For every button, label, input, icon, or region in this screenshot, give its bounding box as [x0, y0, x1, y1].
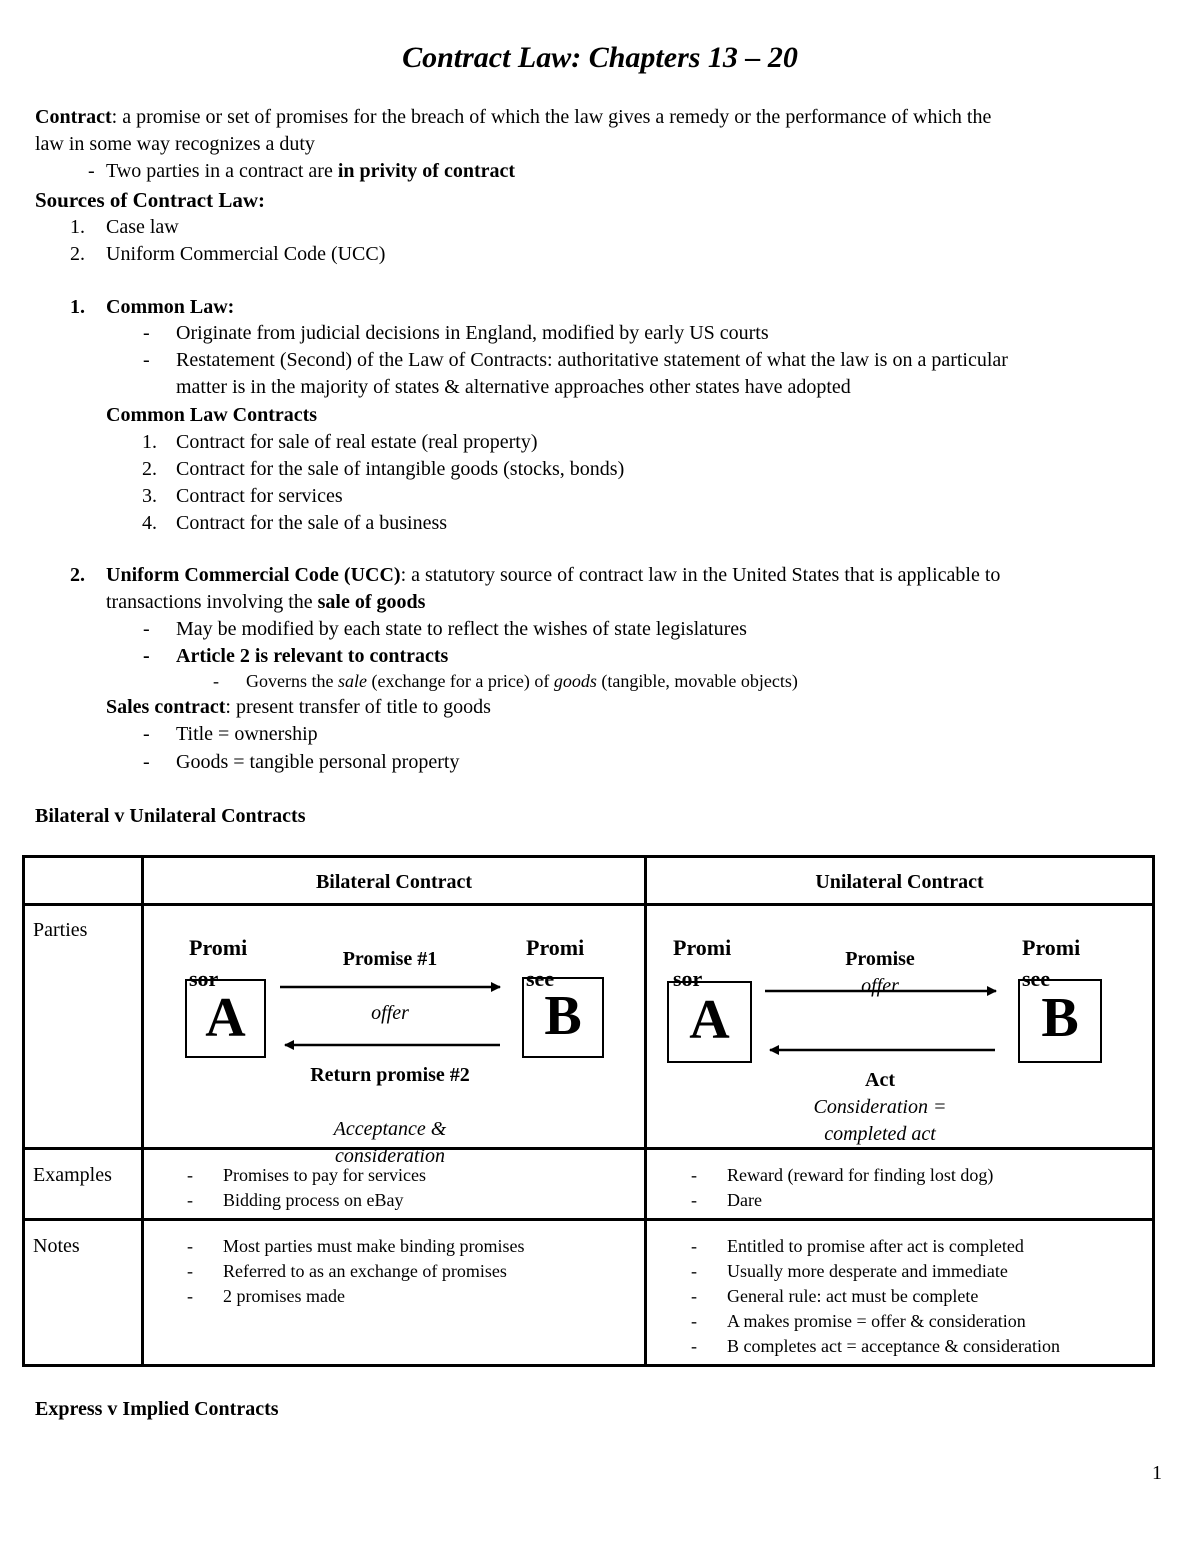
contract-definition-line-2: law in some way recognizes a duty — [35, 133, 315, 155]
contract-def-1: : a promise or set of promises for the breach of which the law gives a remedy or the performance of which the — [111, 106, 992, 128]
page-title: Contract Law: Chapters 13 – 20 — [402, 41, 798, 74]
promisor-box-a: A — [185, 979, 266, 1058]
promisor-label: Promi sor — [189, 935, 248, 991]
section-number: 1. — [70, 296, 85, 318]
unilateral-note: B completes act = acceptance & consideration — [727, 1336, 1061, 1356]
common-law-bullet: Restatement (Second) of the Law of Contracts: authoritative statement of what the law is on a particular — [176, 349, 1008, 371]
unilateral-example: Reward (reward for finding lost dog) — [727, 1165, 994, 1185]
ucc-definition-line-1: Uniform Commercial Code (UCC): a statutory source of contract law in the United States that is applicable to — [106, 564, 1001, 586]
common-law-bullet-cont: matter is in the majority of states & alternative approaches other states have adopted — [176, 376, 851, 398]
sales-bullet: Title = ownership — [176, 723, 318, 745]
common-law-bullet: Originate from judicial decisions in England, modified by early US courts — [176, 322, 769, 344]
section-number: 2. — [70, 564, 85, 586]
dash-bullet: - — [187, 1286, 193, 1306]
source-item: Uniform Commercial Code (UCC) — [106, 243, 386, 265]
promisor-box-a: A — [667, 981, 752, 1063]
bilateral-unilateral-heading: Bilateral v Unilateral Contracts — [35, 805, 306, 827]
common-law-heading: Common Law: — [106, 296, 235, 318]
row-header-examples: Examples — [33, 1164, 112, 1186]
unilateral-promise-label: Promise — [845, 948, 915, 970]
dash-bullet: - — [691, 1190, 697, 1210]
bilateral-promise-label: Promise #1 — [342, 948, 438, 970]
list-number: 1. — [142, 431, 157, 453]
bilateral-acceptance-label: Acceptance & consideration — [333, 1118, 447, 1167]
dash-bullet: - — [143, 723, 150, 745]
row-header-notes: Notes — [33, 1235, 80, 1257]
unilateral-note: A makes promise = offer & consideration — [727, 1311, 1026, 1331]
bilateral-return-label: Return promise #2 — [310, 1064, 470, 1086]
bilateral-example: Promises to pay for services — [223, 1165, 426, 1185]
page-number: 1 — [1152, 1462, 1162, 1484]
unilateral-consideration-label: Consideration = completed act — [813, 1096, 947, 1145]
list-number: 2. — [142, 458, 157, 480]
contract-term: Contract — [35, 106, 112, 128]
contract-type-item: Contract for services — [176, 485, 343, 507]
sales-bullet: Goods = tangible personal property — [176, 751, 460, 773]
unilateral-note: Usually more desperate and immediate — [727, 1261, 1008, 1281]
dash-bullet: - — [143, 645, 150, 667]
dash-bullet: - — [691, 1236, 697, 1256]
list-number: 3. — [142, 485, 157, 507]
dash-bullet: - — [691, 1286, 697, 1306]
column-header-bilateral: Bilateral Contract — [315, 871, 473, 893]
unilateral-note: General rule: act must be complete — [727, 1286, 979, 1306]
dash-bullet: - — [691, 1336, 697, 1356]
list-number: 1. — [70, 216, 85, 238]
unilateral-note: Entitled to promise after act is completed — [727, 1236, 1024, 1256]
list-number: 2. — [70, 243, 85, 265]
sources-heading: Sources of Contract Law: — [35, 188, 265, 212]
unilateral-act-label: Act — [865, 1069, 895, 1091]
row-header-parties: Parties — [33, 919, 88, 941]
dash-bullet: - — [143, 322, 150, 344]
unilateral-offer-label: offer — [861, 975, 899, 997]
bilateral-example: Bidding process on eBay — [223, 1190, 404, 1210]
bilateral-note: 2 promises made — [223, 1286, 345, 1306]
dash-bullet: - — [143, 618, 150, 640]
sales-contract-definition: Sales contract: present transfer of title to goods — [106, 696, 491, 718]
ucc-article-bullet: Article 2 is relevant to contracts — [176, 645, 449, 667]
promisee-label: Promi see — [1022, 935, 1081, 991]
ucc-sub-bullet: Governs the sale (exchange for a price) of goods (tangible, movable objects) — [246, 671, 798, 691]
dash-bullet: - — [187, 1165, 193, 1185]
dash-bullet: - — [143, 751, 150, 773]
dash-bullet: - — [88, 160, 95, 182]
unilateral-example: Dare — [727, 1190, 762, 1210]
promisee-box-b: B — [1018, 979, 1102, 1063]
contract-type-item: Contract for the sale of a business — [176, 512, 448, 534]
ucc-definition-line-2: transactions involving the sale of goods — [106, 591, 426, 613]
ucc-bullet: May be modified by each state to reflect the wishes of state legislatures — [176, 618, 747, 640]
contract-type-item: Contract for sale of real estate (real property) — [176, 431, 538, 453]
list-number: 4. — [142, 512, 157, 534]
dash-bullet: - — [213, 671, 219, 691]
source-item: Case law — [106, 216, 179, 238]
column-header-unilateral: Unilateral Contract — [815, 871, 984, 893]
dash-bullet: - — [691, 1165, 697, 1185]
dash-bullet: - — [187, 1236, 193, 1256]
dash-bullet: - — [691, 1261, 697, 1281]
promisor-label: Promi sor — [673, 935, 732, 991]
bilateral-note: Most parties must make binding promises — [223, 1236, 525, 1256]
common-law-contracts-heading: Common Law Contracts — [106, 404, 318, 426]
dash-bullet: - — [691, 1311, 697, 1331]
promisee-label: Promi see — [526, 935, 585, 991]
dash-bullet: - — [187, 1190, 193, 1210]
dash-bullet: - — [187, 1261, 193, 1281]
dash-bullet: - — [143, 349, 150, 371]
contract-type-item: Contract for the sale of intangible goods (stocks, bonds) — [176, 458, 625, 480]
promisee-box-b: B — [522, 977, 604, 1058]
bilateral-note: Referred to as an exchange of promises — [223, 1261, 507, 1281]
express-implied-heading: Express v Implied Contracts — [35, 1398, 279, 1420]
privity-bullet: Two parties in a contract are in privity of contract — [106, 160, 516, 182]
bilateral-offer-label: offer — [371, 1002, 409, 1024]
